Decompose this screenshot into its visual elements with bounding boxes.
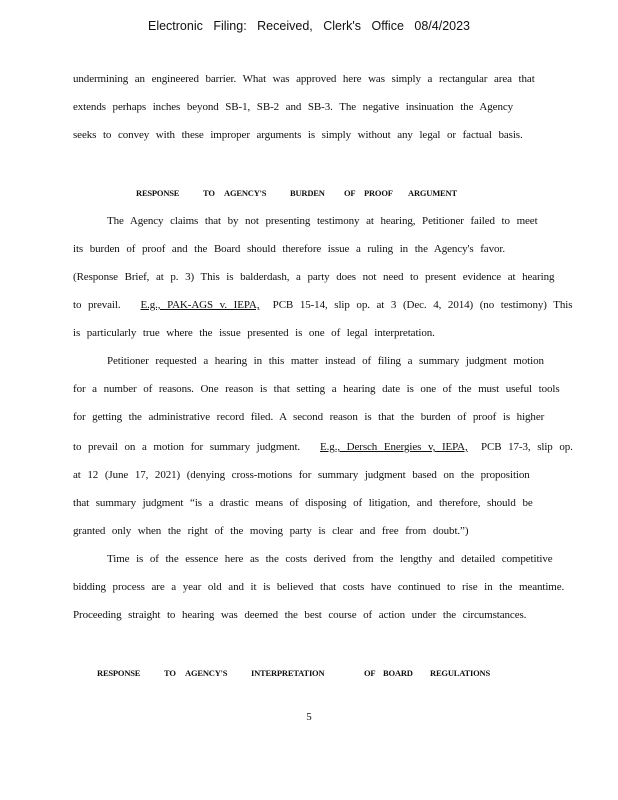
body-line: Time is of the essence here as the costs derived from the lengthy and detailed competitive (107, 553, 553, 565)
body-line: its burden of proof and the Board should therefore issue a ruling in the Agency's favor. (73, 243, 505, 255)
text: PCB 15-14, slip op. at 3 (Dec. 4, 2014) (no testimony) This (272, 299, 573, 311)
heading-word: RESPONSE (136, 188, 180, 198)
body-line: for getting the administrative record filed. A second reason is that the burden of proof is higher (73, 411, 545, 423)
body-line: extends perhaps inches beyond SB-1, SB-2 and SB-3. The negative insinuation the Agency (73, 101, 514, 113)
body-line: (Response Brief, at p. 3) This is balderdash, a party does not need to present evidence at hearing (73, 271, 555, 283)
heading-word: TO (203, 188, 215, 198)
body-line-with-citation (73, 441, 573, 453)
heading-word: AGENCY'S (224, 188, 267, 198)
heading-word: OF (344, 188, 356, 198)
text: to prevail. (73, 299, 121, 311)
case-citation: E.g., PAK-AGS v. IEPA, (140, 299, 260, 311)
heading-word: REGULATIONS (430, 668, 490, 678)
heading-word: ARGUMENT (408, 188, 457, 198)
body-line: Proceeding straight to hearing was deemed the best course of action under the circumstances. (73, 609, 527, 621)
body-line: that summary judgment “is a drastic means of disposing of litigation, and therefore, should be (73, 497, 533, 509)
text: PCB 17-3, slip op. (480, 441, 573, 453)
body-line: for a number of reasons. One reason is that setting a hearing date is one of the must useful tools (73, 383, 560, 395)
body-line: at 12 (June 17, 2021) (denying cross-motions for summary judgment based on the proposition (73, 469, 530, 481)
body-line-with-citation (73, 299, 572, 311)
text: to prevail on a motion for summary judgment. (73, 441, 301, 453)
body-line: bidding process are a year old and it is believed that costs have continued to rise in the meantime. (73, 581, 565, 593)
body-line: granted only when the right of the moving party is clear and free from doubt.”) (73, 525, 469, 537)
heading-word: TO (164, 668, 176, 678)
body-line: is particularly true where the issue presented is one of legal interpretation. (73, 327, 435, 339)
case-citation: E.g., Dersch Energies v, IEPA, (320, 441, 468, 453)
heading-word: RESPONSE (97, 668, 141, 678)
heading-word: AGENCY'S (185, 668, 228, 678)
body-line: Petitioner requested a hearing in this matter instead of filing a summary judgment motion (107, 355, 544, 367)
filing-stamp-header: Electronic Filing: Received, Clerk's Office 08/4/2023 (147, 19, 470, 33)
page-number: 5 (306, 711, 312, 723)
heading-word: PROOF (364, 188, 393, 198)
heading-word: INTERPRETATION (251, 668, 325, 678)
heading-word: OF (364, 668, 376, 678)
body-line: seeks to convey with these improper arguments is simply without any legal or factual basis. (73, 129, 523, 141)
heading-word: BURDEN (290, 188, 325, 198)
body-line: The Agency claims that by not presenting testimony at hearing, Petitioner failed to meet (107, 215, 538, 227)
body-line: undermining an engineered barrier. What was approved here was simply a rectangular area that (73, 73, 535, 85)
heading-word: BOARD (383, 668, 413, 678)
